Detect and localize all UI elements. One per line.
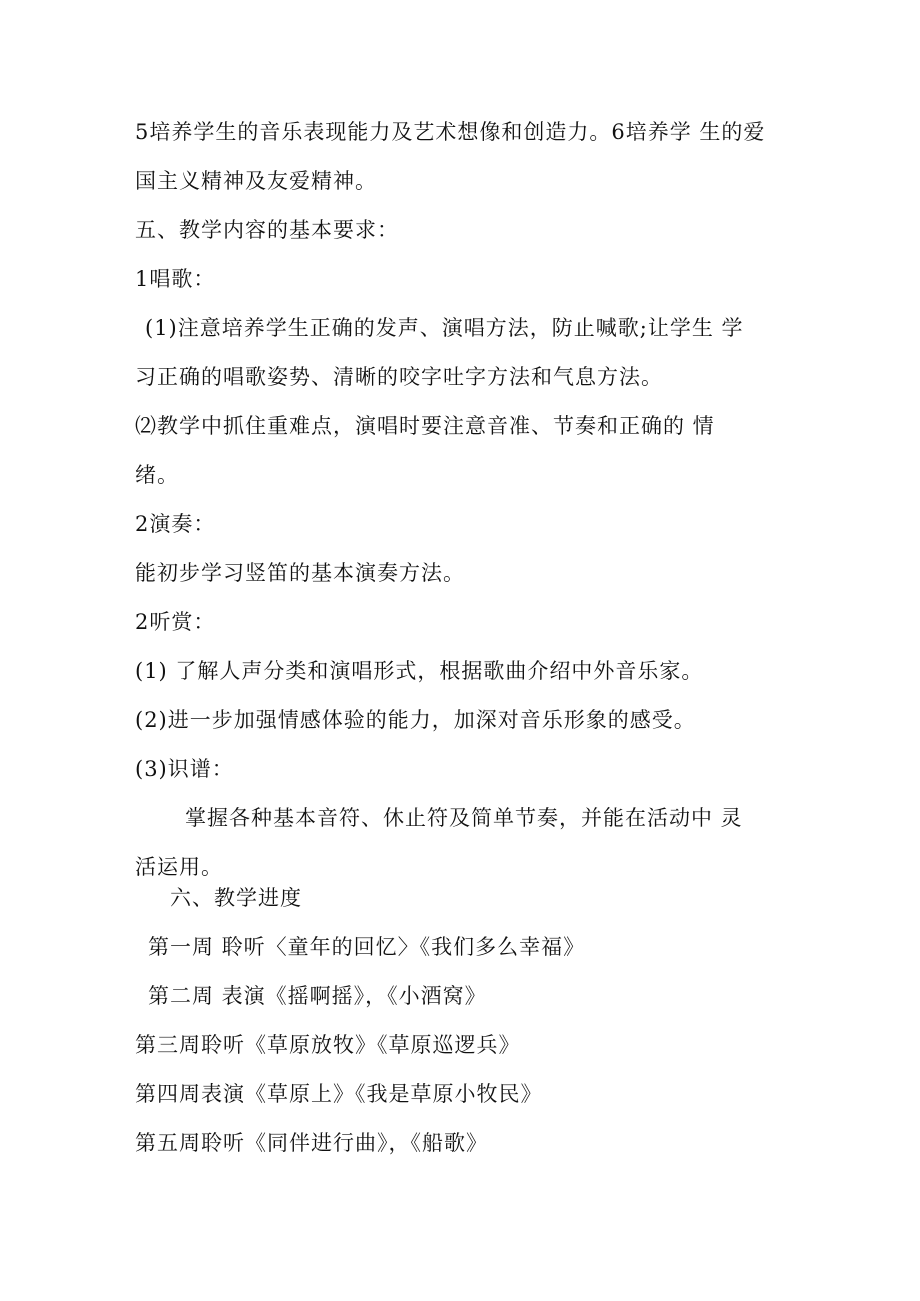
text-line: 习正确的唱歌姿势、清晰的咬字吐字方法和气息方法。 — [135, 365, 663, 389]
subsection-heading: 2听赏： — [135, 610, 216, 634]
schedule-item: 第四周表演《草原上》《我是草原小牧民》 — [135, 1082, 543, 1106]
subsection-heading: 2演奏： — [135, 512, 216, 536]
text-line: 活运用。 — [135, 855, 223, 879]
subsection-heading: 1唱歌： — [135, 267, 216, 291]
text-line: 5培养学生的音乐表现能力及艺术想像和创造力。6培养学 生的爱 — [135, 120, 766, 144]
schedule-item: 第五周聆听《同伴进行曲》，《船歌》 — [135, 1131, 488, 1155]
text-line: 能初步学习竖笛的基本演奏方法。 — [135, 561, 465, 585]
text-line: 掌握各种基本音符、休止符及简单节奏，并能在活动中 灵 — [185, 806, 743, 830]
schedule-item: 第二周 表演《摇啊摇》，《小酒窝》 — [148, 984, 487, 1008]
text-line: 绪。 — [135, 463, 179, 487]
section-heading: 五、教学内容的基本要求： — [135, 218, 399, 242]
schedule-item: 第三周聆听《草原放牧》《草原巡逻兵》 — [135, 1033, 521, 1057]
text-line: (1)注意培养学生正确的发声、演唱方法，防止喊歌;让学生 学 — [145, 316, 744, 340]
text-line: 国主义精神及友爱精神。 — [135, 169, 377, 193]
text-line: ⑵教学中抓住重难点，演唱时要注意音准、节奏和正确的 情 — [135, 414, 715, 438]
text-line: (1) 了解人声分类和演唱形式，根据歌曲介绍中外音乐家。 — [135, 659, 704, 683]
text-line: (3)识谱： — [135, 757, 234, 781]
text-line: (2)进一步加强情感体验的能力，加深对音乐形象的感受。 — [135, 708, 696, 732]
schedule-item: 第一周 聆听〈童年的回忆〉《我们多么幸福》 — [148, 935, 586, 959]
section-heading: 六、教学进度 — [170, 886, 302, 910]
